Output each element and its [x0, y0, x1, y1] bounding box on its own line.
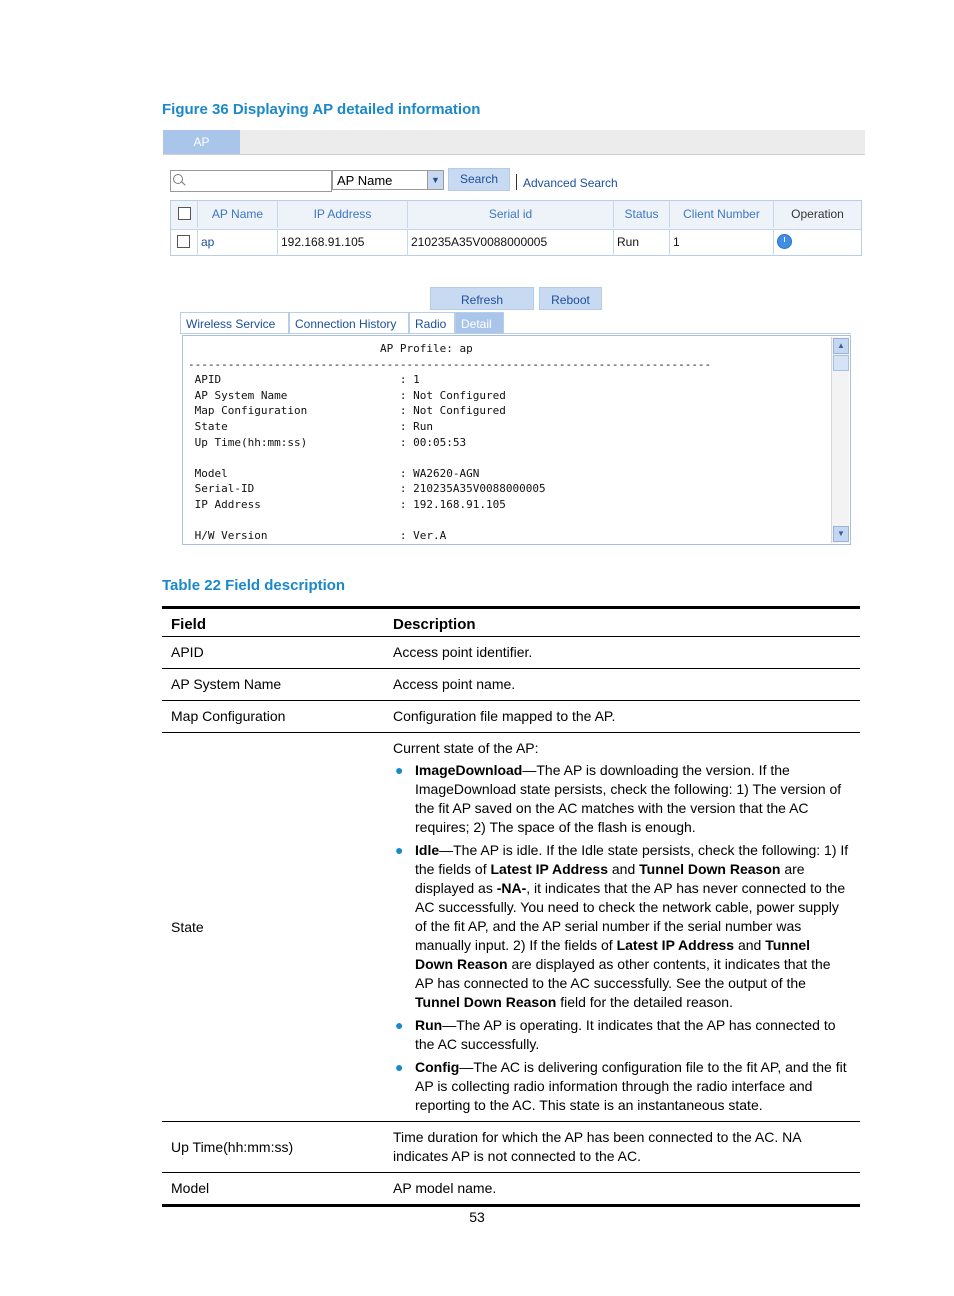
- term: Tunnel Down Reason: [415, 994, 557, 1010]
- refresh-button[interactable]: Refresh: [430, 287, 534, 310]
- field-cell: Model: [162, 1173, 376, 1206]
- advanced-search-link[interactable]: Advanced Search: [523, 176, 618, 190]
- description-cell: Time duration for which the AP has been connected to the AC. NA indicates AP is not connected to the AC.: [376, 1122, 860, 1173]
- term-text: and: [734, 937, 766, 953]
- description-cell: [376, 733, 860, 1122]
- field-cell: Up Time(hh:mm:ss): [162, 1122, 376, 1173]
- term-text: are displayed as: [415, 861, 805, 896]
- term-text: —The AP is downloading the version. If the ImageDownload state persists, check the following: 1) The version of the fit AP saved on the AC matches with the version that the AC requires; 2) The space of the flash is enough.: [415, 762, 842, 835]
- table-row: [162, 701, 860, 733]
- search-button[interactable]: Search: [448, 168, 510, 191]
- select-value: AP Name: [337, 173, 393, 188]
- row-select-cell: [171, 229, 198, 256]
- table-header-row: [162, 608, 860, 637]
- field-cell: AP System Name: [162, 669, 376, 701]
- table-row: [162, 637, 860, 669]
- term: Config: [415, 1059, 460, 1075]
- tab-ap[interactable]: AP: [163, 130, 240, 154]
- term: Latest IP Address: [616, 937, 735, 953]
- detail-tabs: [180, 312, 851, 334]
- figure-caption: Figure 36 Displaying AP detailed information: [162, 101, 481, 118]
- bullet-icon: ●: [395, 1059, 404, 1075]
- description-cell: Configuration file mapped to the AP.: [376, 701, 860, 733]
- tab-wireless-service[interactable]: Wireless Service: [180, 312, 289, 333]
- list-item: [395, 841, 851, 1012]
- term-text: field for the detailed reason.: [556, 994, 733, 1010]
- term-text: are displayed as other contents, it indicates that the AP has connected to the AC successfully. See the output of the: [415, 956, 831, 991]
- detail-output: [182, 335, 851, 545]
- field-cell: APID: [162, 637, 376, 669]
- search-field-select[interactable]: [332, 170, 444, 190]
- term: Idle: [415, 842, 440, 858]
- field-description-table: [162, 606, 860, 1207]
- search-icon: [173, 174, 183, 184]
- scrollbar[interactable]: [831, 337, 849, 543]
- scroll-up-icon[interactable]: ▲: [833, 338, 849, 354]
- field-cell: Map Configuration: [162, 701, 376, 733]
- description-cell: Access point identifier.: [376, 637, 860, 669]
- header-field: Field: [162, 608, 376, 637]
- table-row: [162, 733, 860, 1122]
- scroll-down-icon[interactable]: ▼: [833, 526, 849, 542]
- term-text: —The AP is operating. It indicates that the AP has connected to the AC successfully.: [415, 1017, 836, 1052]
- divider: [516, 174, 517, 190]
- field-cell: State: [162, 733, 376, 1122]
- bullet-icon: ●: [395, 762, 404, 778]
- tab-radio[interactable]: Radio: [409, 312, 455, 333]
- ap-table: [170, 200, 862, 256]
- col-ap-name[interactable]: AP Name: [198, 201, 278, 228]
- status-cell: Run: [614, 229, 670, 256]
- ap-profile-text: AP Profile: ap ------------------------------------------------------------------------------- APID : 1 AP System Name : Not Configured Map Configuration : Not Configured State : Run Up Time(hh:mm:ss) : 00:05:53 Model : WA2620-AGN Serial-ID : 210235A35V0088000005 IP Address : 192.168.91.105 H/W Version : Ver.A: [188, 342, 712, 543]
- table-row: [162, 669, 860, 701]
- ap-name-link[interactable]: ap: [198, 229, 278, 256]
- table-row: [162, 1173, 860, 1206]
- list-item: [395, 761, 851, 837]
- col-serial-id[interactable]: Serial id: [408, 201, 614, 228]
- scroll-thumb[interactable]: [833, 355, 849, 371]
- col-status[interactable]: Status: [614, 201, 670, 228]
- term: Tunnel Down Reason: [415, 937, 811, 972]
- term-text: —The AC is delivering configuration file to the fit AP, and the fit AP is collecting radio information through the radio interface and reporting to the AC. This state is an instantaneous state.: [415, 1059, 847, 1113]
- tab-connection-history[interactable]: Connection History: [289, 312, 409, 333]
- page-number: 53: [469, 1209, 485, 1225]
- list-item: [395, 1058, 851, 1115]
- col-ip-address[interactable]: IP Address: [278, 201, 408, 228]
- select-all-cell: [171, 201, 198, 228]
- serial-id-cell: 210235A35V0088000005: [408, 229, 614, 256]
- tab-strip: [163, 130, 865, 155]
- table-row: [162, 1122, 860, 1173]
- power-icon[interactable]: [777, 234, 792, 249]
- chevron-down-icon[interactable]: ▼: [427, 171, 443, 189]
- list-item: [395, 1016, 851, 1054]
- tab-detail[interactable]: Detail: [455, 312, 504, 333]
- state-intro: Current state of the AP:: [393, 740, 539, 756]
- bullet-icon: ●: [395, 842, 404, 858]
- ap-table-header: [171, 201, 861, 230]
- term: Tunnel Down Reason: [639, 861, 781, 877]
- term: Latest IP Address: [490, 861, 608, 877]
- term-text: , it indicates that the AP has never connected to the AC successfully. You need to check the network cable, power supply of the fit AP, and the AP serial number if the serial number was manually input. 2) If the fields of: [415, 880, 846, 953]
- term: ImageDownload: [415, 762, 523, 778]
- ip-address-cell: 192.168.91.105: [278, 229, 408, 256]
- col-operation: Operation: [791, 207, 844, 221]
- col-client-number[interactable]: Client Number: [670, 201, 774, 228]
- client-number-cell: 1: [670, 229, 774, 256]
- term-text: and: [608, 861, 640, 877]
- description-cell: Access point name.: [376, 669, 860, 701]
- bullet-icon: ●: [395, 1017, 404, 1033]
- term: Run: [415, 1017, 443, 1033]
- search-input[interactable]: [170, 170, 332, 192]
- operation-cell: [774, 229, 861, 256]
- header-description: Description: [376, 608, 860, 637]
- state-list: [393, 761, 851, 1115]
- table-caption: Table 22 Field description: [162, 577, 346, 594]
- row-checkbox[interactable]: [177, 235, 190, 248]
- term: -NA-: [496, 880, 527, 896]
- table-row: [171, 229, 861, 257]
- reboot-button[interactable]: Reboot: [539, 287, 602, 310]
- term-text: —The AP is idle. If the Idle state persists, check the following: 1) If the fields of: [415, 842, 849, 877]
- select-all-checkbox[interactable]: [178, 207, 191, 220]
- description-cell: AP model name.: [376, 1173, 860, 1206]
